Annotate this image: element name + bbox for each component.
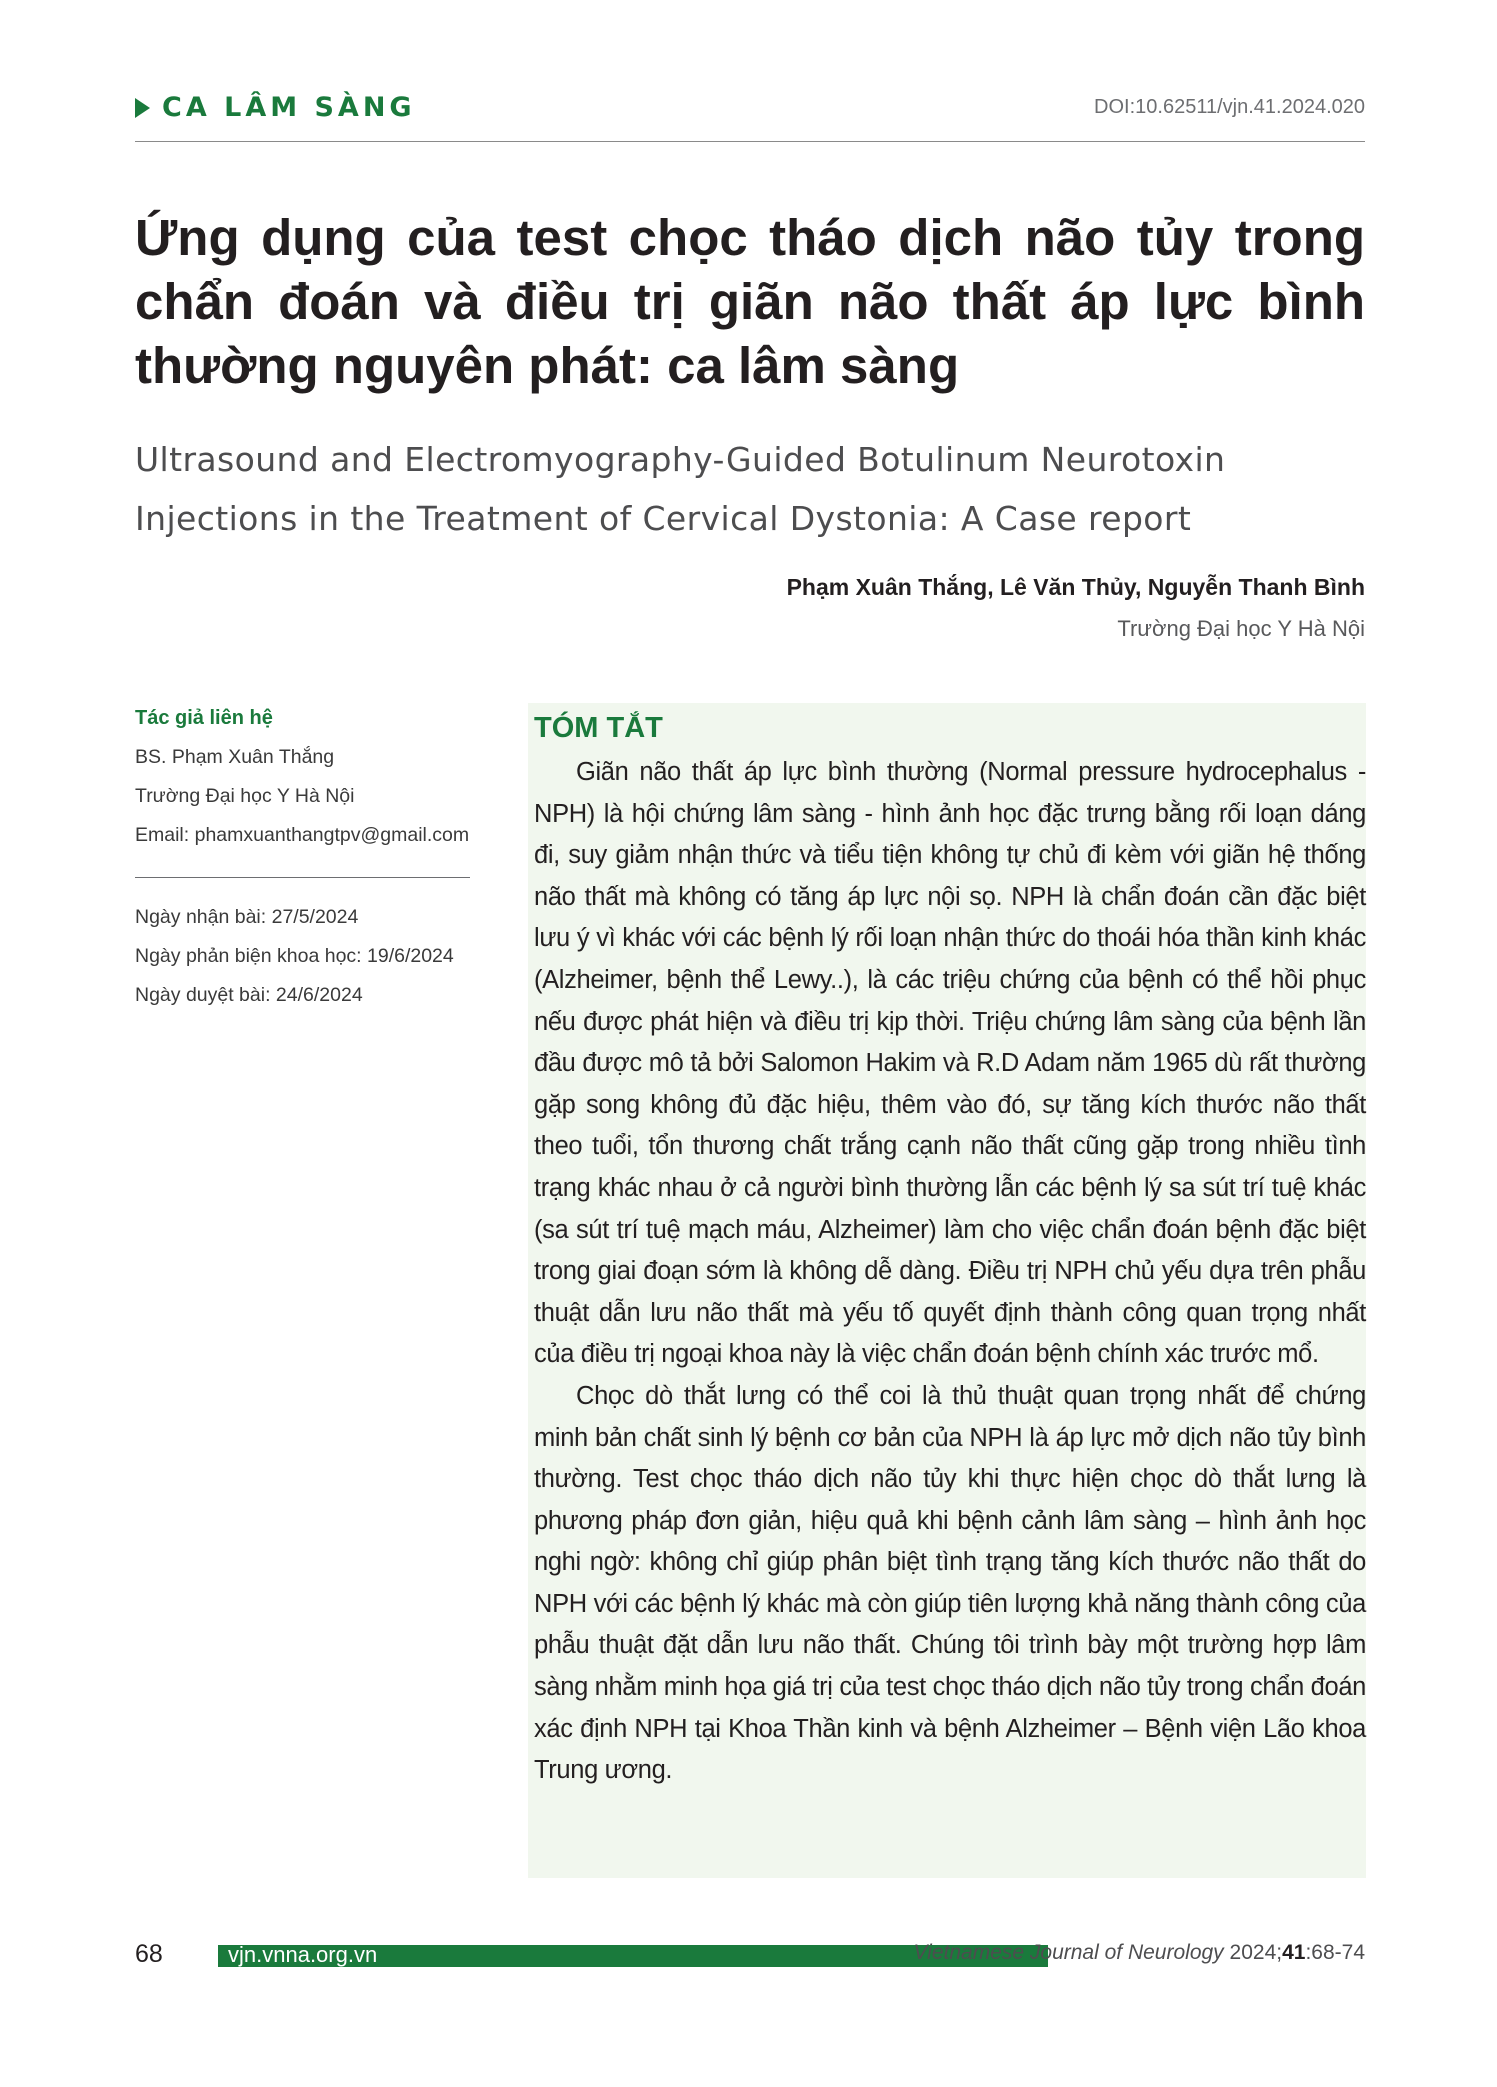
- review-date: Ngày phản biện khoa học: 19/6/2024: [135, 945, 454, 967]
- header-divider: [135, 141, 1365, 142]
- section-header: [135, 92, 416, 123]
- received-date: Ngày nhận bài: 27/5/2024: [135, 906, 359, 928]
- article-subtitle: Ultrasound and Electromyography-Guided Botulinum Neurotoxin Injections in the Treatment of Cervical Dystonia: A Case report: [135, 440, 1226, 538]
- triangle-bullet-icon: [135, 98, 150, 118]
- journal-citation: [914, 1941, 1365, 1965]
- article-info-sidebar: [135, 707, 470, 1015]
- journal-name: Vietnamese Journal of Neurology: [913, 1941, 1224, 1964]
- page-number: 68: [135, 1940, 163, 1968]
- citation-pages: :68-74: [1305, 1941, 1365, 1964]
- contact-heading: Tác giả liên hệ: [135, 707, 273, 729]
- doi-link[interactable]: DOI:10.62511/vjn.41.2024.020: [1094, 96, 1365, 118]
- contact-name: BS. Phạm Xuân Thắng: [135, 746, 335, 768]
- abstract-paragraph-2: Chọc dò thắt lưng có thể coi là thủ thuật quan trọng nhất để chứng minh bản chất sinh lý bệnh cơ bản của NPH là áp lực mở dịch não tủy bình thường. Test chọc tháo dịch não tủy khi thực hiện chọc dò thắt lưng là phương pháp đơn giản, hiệu quả khi bệnh cảnh lâm sàng – hình ảnh học nghi ngờ: không chỉ giúp phân biệt tình trạng tăng kích thước não thất do NPH với các bệnh lý khác mà còn giúp tiên lượng khả năng thành công của phẫu thuật đặt dẫn lưu não thất. Chúng tôi trình bày một trường hợp lâm sàng nhằm minh họa giá trị của test chọc tháo dịch não tủy trong chẩn đoán xác định NPH tại Khoa Thần kinh và bệnh Alzheimer – Bệnh viện Lão khoa Trung ương.: [534, 1381, 1366, 1785]
- website-link[interactable]: vjn.vnna.org.vn: [228, 1942, 378, 1967]
- abstract-box: [528, 703, 1366, 1878]
- abstract-heading: TÓM TẮT: [534, 712, 663, 744]
- abstract-paragraph-1: Giãn não thất áp lực bình thường (Normal pressure hydrocephalus - NPH) là hội chứng lâm sàng - hình ảnh học đặc trưng bằng rối loạn dáng đi, suy giảm nhận thức và tiểu tiện không tự chủ đi kèm với giãn hệ thống não thất mà không có tăng áp lực nội sọ. NPH là chẩn đoán cần đặc biệt lưu ý vì khác với các bệnh lý rối loạn nhận thức do thoái hóa thần kinh khác (Alzheimer, bệnh thể Lewy..), là các triệu chứng của bệnh có thể hồi phục nếu được phát hiện và điều trị kịp thời. Triệu chứng lâm sàng của bệnh lần đầu được mô tả bởi Salomon Hakim và R.D Adam năm 1965 dù rất thường gặp song không đủ đặc hiệu, thêm vào đó, sự tăng kích thước não thất theo tuổi, tổn thương chất trắng cạnh não thất cũng gặp trong nhiều tình trạng khác nhau ở cả người bình thường lẫn các bệnh lý sa sút trí tuệ khác (sa sút trí tuệ mạch máu, Alzheimer) làm cho việc chẩn đoán bệnh đặc biệt trong giai đoạn sớm là không dễ dàng. Điều trị NPH chủ yếu dựa trên phẫu thuật dẫn lưu não thất mà yếu tố quyết định thành công quan trọng nhất của điều trị ngoại khoa này là việc chẩn đoán bệnh chính xác trước mổ.: [534, 758, 1366, 1369]
- author-list: Phạm Xuân Thắng, Lê Văn Thủy, Nguyễn Thanh Bình: [786, 574, 1365, 600]
- contact-institution: Trường Đại học Y Hà Nội: [135, 785, 355, 807]
- citation-volume: 41: [1282, 1941, 1306, 1964]
- author-affiliation: Trường Đại học Y Hà Nội: [1117, 616, 1365, 641]
- article-title: Ứng dụng của test chọc tháo dịch não tủy trong chẩn đoán và điều trị giãn não thất áp lực bình thường nguyên phát: ca lâm sàng: [135, 209, 1365, 394]
- sidebar-divider: [135, 877, 470, 878]
- citation-year: 2024;: [1229, 1941, 1283, 1964]
- contact-email[interactable]: Email: phamxuanthangtpv@gmail.com: [135, 824, 470, 846]
- section-label: CA LÂM SÀNG: [162, 92, 416, 123]
- accepted-date: Ngày duyệt bài: 24/6/2024: [135, 984, 363, 1006]
- page-footer: [135, 1940, 1365, 1970]
